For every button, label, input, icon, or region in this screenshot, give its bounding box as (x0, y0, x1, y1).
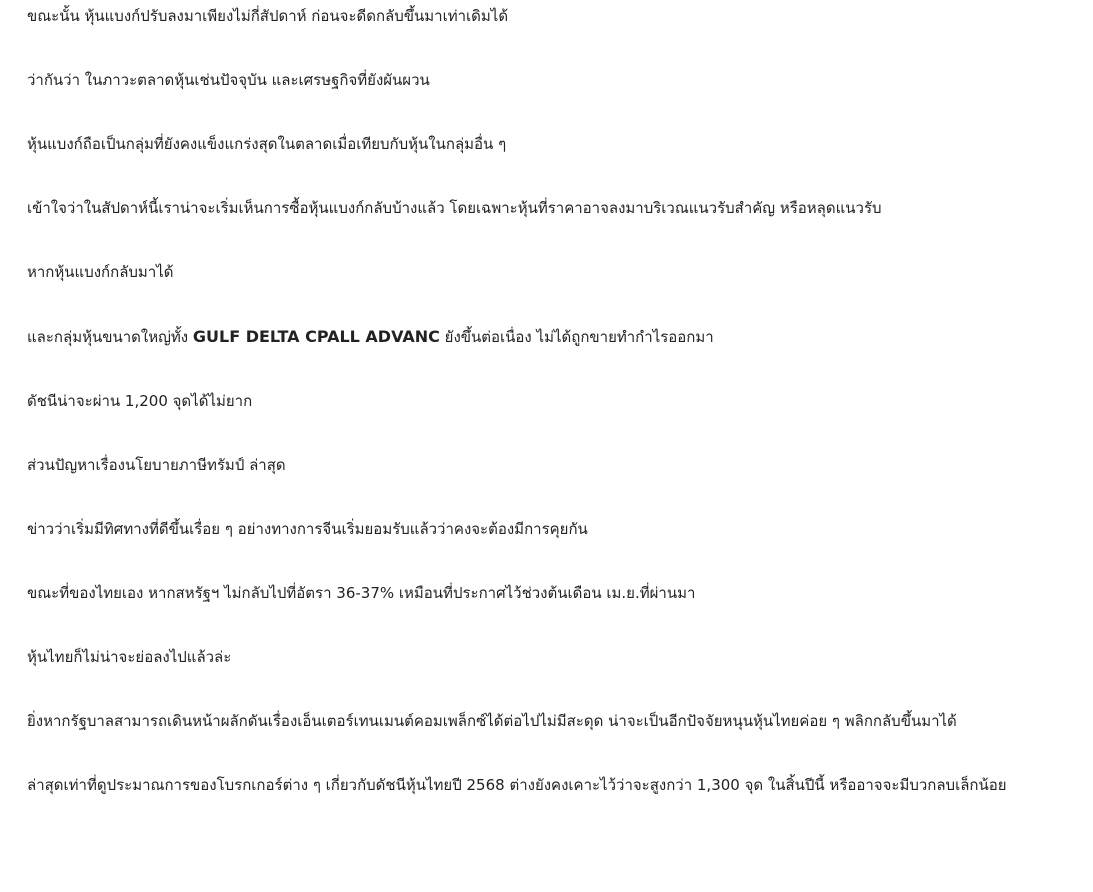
paragraph: ส่วนปัญหาเรื่องนโยบายภาษีทรัมป์ ล่าสุด (27, 456, 286, 474)
paragraph-text-before: และกลุ่มหุ้นขนาดใหญ่ทั้ง (27, 328, 193, 346)
paragraph: หุ้นไทยก็ไม่น่าจะย่อลงไปแล้วล่ะ (27, 648, 232, 666)
paragraph: หากหุ้นแบงก์กลับมาได้ (27, 263, 174, 281)
paragraph-with-tickers (27, 321, 1007, 353)
paragraph: ข่าวว่าเริ่มมีทิศทางที่ดีขึ้นเรื่อย ๆ อย่างทางการจีนเริ่มยอมรับแล้วว่าคงจะต้องมีการคุยกัน (27, 520, 588, 538)
paragraph: เข้าใจว่าในสัปดาห์นี้เราน่าจะเริ่มเห็นการซื้อหุ้นแบงก์กลับบ้างแล้ว โดยเฉพาะหุ้นที่ราคาอาจลงมาบริเวณแนวรับสำคัญ หรือหลุดแนวรับ (27, 199, 882, 217)
paragraph: ยิ่งหากรัฐบาลสามารถเดินหน้าผลักดันเรื่องเอ็นเตอร์เทนเมนต์คอมเพล็กซ์ได้ต่อไปไม่มีสะดุด น่าจะเป็นอีกปัจจัยหนุนหุ้นไทยค่อย ๆ พลิกกลับขึ้นมาได้ (27, 712, 957, 730)
paragraph: ว่ากันว่า ในภาวะตลาดหุ้นเช่นปัจจุบัน และเศรษฐกิจที่ยังผันผวน (27, 71, 430, 89)
paragraph: ขณะที่ของไทยเอง หากสหรัฐฯ ไม่กลับไปที่อัตรา 36-37% เหมือนที่ประกาศไว้ช่วงต้นเดือน เม.ย.ที่ผ่านมา (27, 584, 696, 602)
stock-tickers: GULF DELTA CPALL ADVANC (192, 327, 440, 346)
paragraph: ดัชนีน่าจะผ่าน 1,200 จุดได้ไม่ยาก (27, 392, 253, 410)
paragraph: ขณะนั้น หุ้นแบงก์ปรับลงมาเพียงไม่กี่สัปดาห์ ก่อนจะดีดกลับขึ้นมาเท่าเดิมได้ (27, 7, 509, 25)
paragraph: ล่าสุดเท่าที่ดูประมาณการของโบรกเกอร์ต่าง ๆ เกี่ยวกับดัชนีหุ้นไทยปี 2568 ต่างยังคงเคาะไว้ว่าจะสูงกว่า 1,300 จุด ในสิ้นปีนี้ หรืออาจจะมีบวกลบเล็กน้อย (27, 776, 1007, 794)
paragraph-text-after: ยังขึ้นต่อเนื่อง ไม่ได้ถูกขายทำกำไรออกมา (439, 328, 714, 346)
paragraph: หุ้นแบงก์ถือเป็นกลุ่มที่ยังคงแข็งแกร่งสุดในตลาดเมื่อเทียบกับหุ้นในกลุ่มอื่น ๆ (27, 135, 507, 153)
article-body (0, 1, 1007, 801)
